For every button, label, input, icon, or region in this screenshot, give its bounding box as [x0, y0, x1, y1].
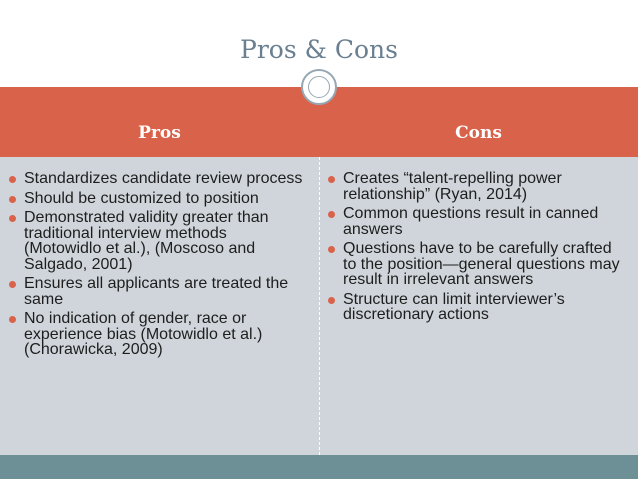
cons-header: Cons: [455, 123, 502, 143]
list-item: [6, 311, 306, 358]
slide-title: Pros & Cons: [240, 35, 398, 64]
bullet-icon: [9, 281, 16, 288]
list-item: [325, 171, 625, 202]
list-item-text: Structure can limit interviewer’s discretionary actions: [343, 290, 565, 323]
bullet-icon: [328, 211, 335, 218]
pros-header: Pros: [138, 123, 181, 143]
bullet-icon: [9, 316, 16, 323]
bullet-icon: [328, 297, 335, 304]
list-item: [6, 210, 306, 272]
list-item-text: Demonstrated validity greater than traditional interview methods (Motowidlo et al.), (Moscoso and Salgado, 2001): [24, 209, 269, 273]
bullet-icon: [9, 176, 16, 183]
table-body-row: [0, 157, 638, 455]
bullet-icon: [328, 176, 335, 183]
column-separator: [319, 157, 320, 455]
bullet-icon: [328, 246, 335, 253]
list-item: [6, 191, 306, 207]
footer-bar: [0, 455, 638, 479]
list-item-text: Common questions result in canned answers: [343, 205, 599, 238]
list-item-text: Standardizes candidate review process: [24, 170, 303, 187]
list-item: [6, 171, 306, 187]
list-item: [325, 292, 625, 323]
pros-cell: [6, 171, 306, 362]
list-item-text: Should be customized to position: [24, 189, 259, 207]
list-item-text: Creates “talent-repelling power relationship” (Ryan, 2014): [343, 170, 562, 203]
cons-cell: [325, 171, 625, 327]
inner-ring: [308, 76, 330, 98]
list-item-text: Questions have to be carefully crafted to the position—general questions may result in irrelevant answers: [343, 240, 620, 288]
bullet-icon: [9, 215, 16, 222]
list-item: [325, 241, 625, 288]
list-item: [6, 276, 306, 307]
pros-list: [6, 171, 306, 358]
ring-icon: [301, 69, 337, 105]
bullet-icon: [9, 196, 16, 203]
list-item: [325, 206, 625, 237]
pros-cons-table: [0, 87, 638, 455]
list-item-text: Ensures all applicants are treated the same: [24, 275, 289, 308]
cons-list: [325, 171, 625, 323]
list-item-text: No indication of gender, race or experience bias (Motowidlo et al.) (Chorawicka, 2009): [24, 310, 263, 358]
